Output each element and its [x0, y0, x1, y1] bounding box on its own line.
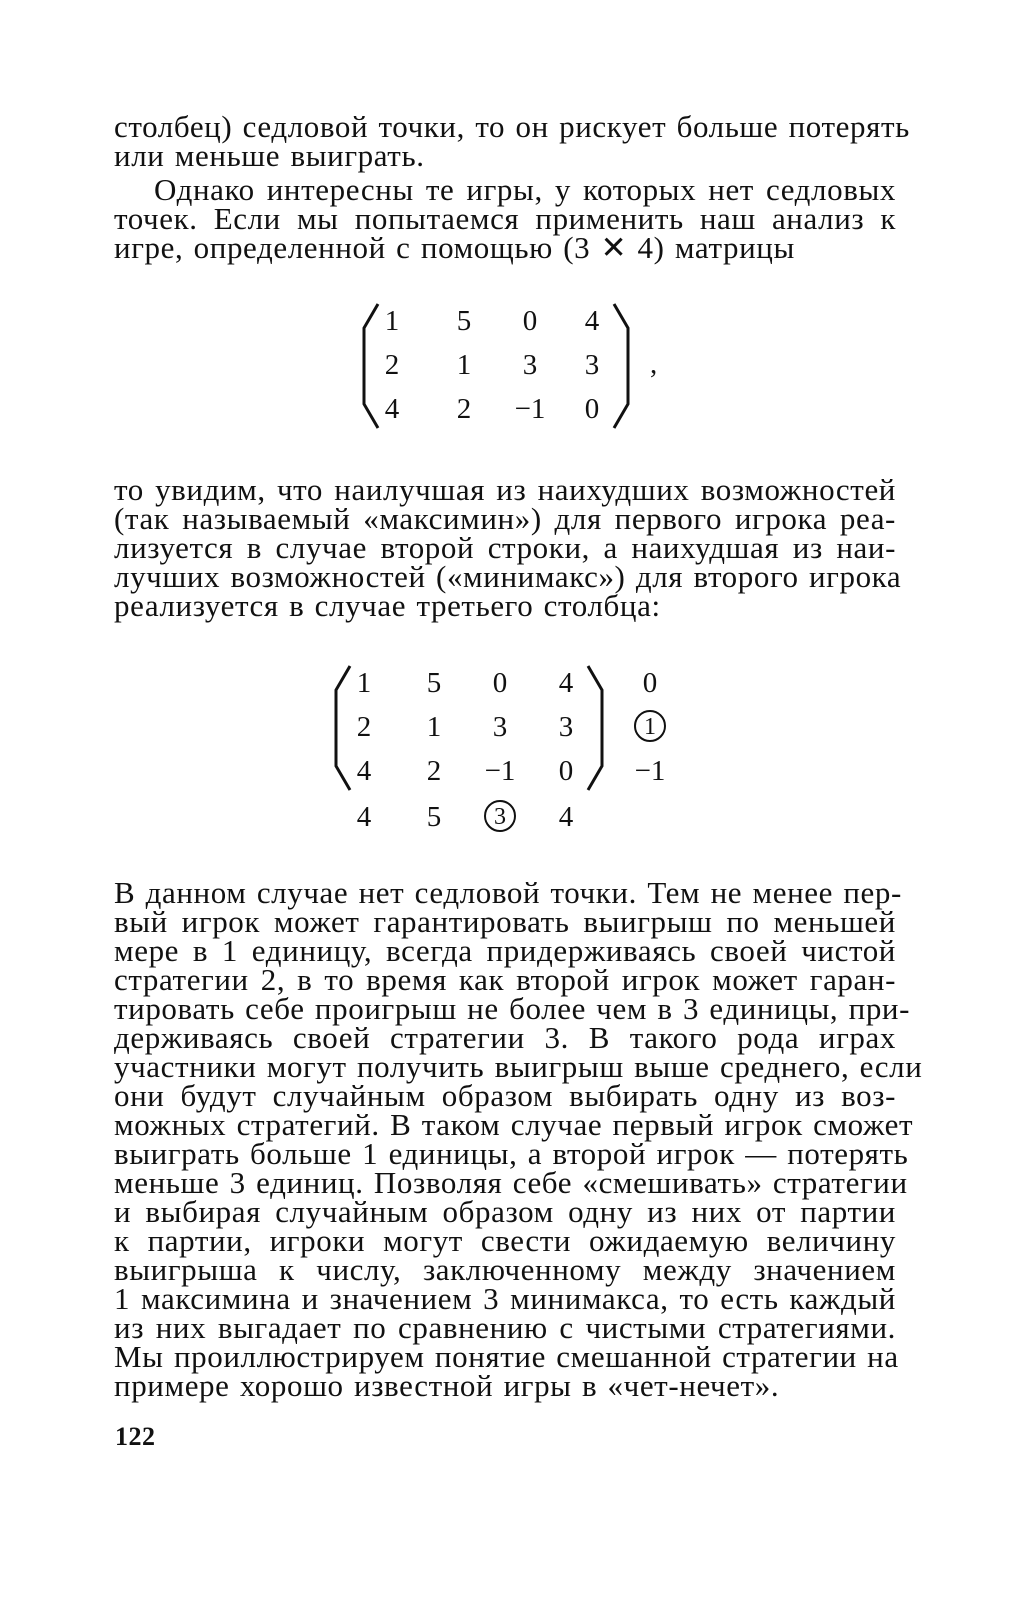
matrix-cell: 0	[584, 393, 600, 425]
right-parenthesis	[610, 300, 634, 437]
text-line: выиграть больше 1 единицы, а второй игрок — потерять	[114, 1136, 909, 1171]
matrix-cell: 0	[492, 667, 508, 699]
row-minimum: 0	[642, 667, 658, 699]
text-line: или меньше выиграть.	[114, 138, 425, 173]
text-line: 1 максимина и значением 3 минимакса, то есть каждый	[114, 1281, 896, 1316]
matrix-cell: 1	[384, 305, 400, 337]
matrix-cell: 4	[584, 305, 600, 337]
text-line: В данном случае нет седловой точки. Тем не менее пер-	[114, 875, 902, 910]
text-line: мере в 1 единицу, всегда придерживаясь своей чистой	[114, 933, 896, 968]
text-line: то увидим, что наилучшая из наихудших возможностей	[114, 472, 896, 507]
matrix-cell: 2	[426, 755, 442, 787]
matrix-cell: 4	[384, 393, 400, 425]
page-number: 122	[115, 1422, 156, 1451]
matrix-cell: 5	[426, 667, 442, 699]
text-line: тировать себе проигрыш не более чем в 3 единицы, при-	[114, 991, 911, 1026]
text-line: лизуется в случае второй строки, а наихудшая из наи-	[114, 530, 896, 565]
paragraph-1	[114, 109, 910, 173]
text-line: участники могут получить выигрыш выше среднего, если	[114, 1049, 923, 1084]
row-minimum-circled	[620, 710, 680, 742]
matrix-cell: 0	[522, 305, 538, 337]
column-maximum: 4	[558, 801, 574, 833]
matrix-cell: 2	[456, 393, 472, 425]
paragraph-2	[114, 172, 896, 265]
text-line: точек. Если мы попытаемся применить наш анализ к	[114, 201, 896, 236]
text-line: лучших возможностей («минимакс») для второго игрока	[114, 559, 902, 594]
matrix-cell: −1	[514, 393, 546, 425]
paragraph-4	[114, 875, 923, 1403]
text-line: они будут случайным образом выбирать одну из воз-	[114, 1078, 896, 1113]
row-minimum: −1	[634, 755, 666, 787]
text-line: Однако интересны те игры, у которых нет седловых	[154, 172, 896, 207]
circled-maximin: 1	[634, 710, 666, 742]
text-line: из них выгадает по сравнению с чистыми стратегиями.	[114, 1310, 896, 1345]
matrix-cell: 2	[384, 349, 400, 381]
text-line: примере хорошо известной игры в «чет-нечет».	[114, 1368, 780, 1403]
text-line: держиваясь своей стратегии 3. В такого рода играх	[114, 1020, 896, 1055]
matrix-cell: 1	[356, 667, 372, 699]
text-line: можных стратегий. В таком случае первый игрок сможет	[114, 1107, 914, 1142]
text-line: к партии, игроки могут свести ожидаемую величину	[114, 1223, 896, 1258]
matrix-cell: 0	[558, 755, 574, 787]
matrix-cell: 5	[456, 305, 472, 337]
right-parenthesis	[584, 662, 608, 799]
trailing-comma: ,	[650, 348, 658, 380]
matrix-cell: 1	[426, 711, 442, 743]
paragraph-3	[114, 472, 902, 623]
text-line: столбец) седловой точки, то он рискует больше потерять	[114, 109, 910, 144]
text-line: стратегии 2, в то время как второй игрок может гаран-	[114, 962, 896, 997]
text-line: меньше 3 единиц. Позволяя себе «смешивать» стратегии	[114, 1165, 908, 1200]
column-maximum-circled	[470, 800, 530, 832]
matrix-cell: 3	[584, 349, 600, 381]
matrix-cell: 2	[356, 711, 372, 743]
matrix-with-minimax	[330, 662, 700, 842]
matrix-cell: −1	[484, 755, 516, 787]
column-maximum: 5	[426, 801, 442, 833]
text-line: реализуется в случае третьего столбца:	[114, 588, 661, 623]
text-line: Мы проиллюстрируем понятие смешанной стратегии на	[114, 1339, 899, 1374]
matrix-cell: 3	[558, 711, 574, 743]
text-line: (так называемый «максимин») для первого игрока реа-	[114, 501, 896, 536]
matrix-cell: 4	[558, 667, 574, 699]
circled-minimax: 3	[484, 800, 516, 832]
matrix-cell: 4	[356, 755, 372, 787]
matrix-cell: 1	[456, 349, 472, 381]
column-maximum: 4	[356, 801, 372, 833]
text-line: выигрыша к числу, заключенному между значением	[114, 1252, 896, 1287]
text-line: игре, определенной с помощью (3 ✕ 4) матрицы	[114, 230, 795, 265]
matrix-cell: 3	[492, 711, 508, 743]
text-line: вый игрок может гарантировать выигрыш по меньшей	[114, 904, 896, 939]
text-line: и выбирая случайным образом одну из них от партии	[114, 1194, 896, 1229]
matrix-cell: 3	[522, 349, 538, 381]
matrix-3x4	[358, 300, 678, 440]
